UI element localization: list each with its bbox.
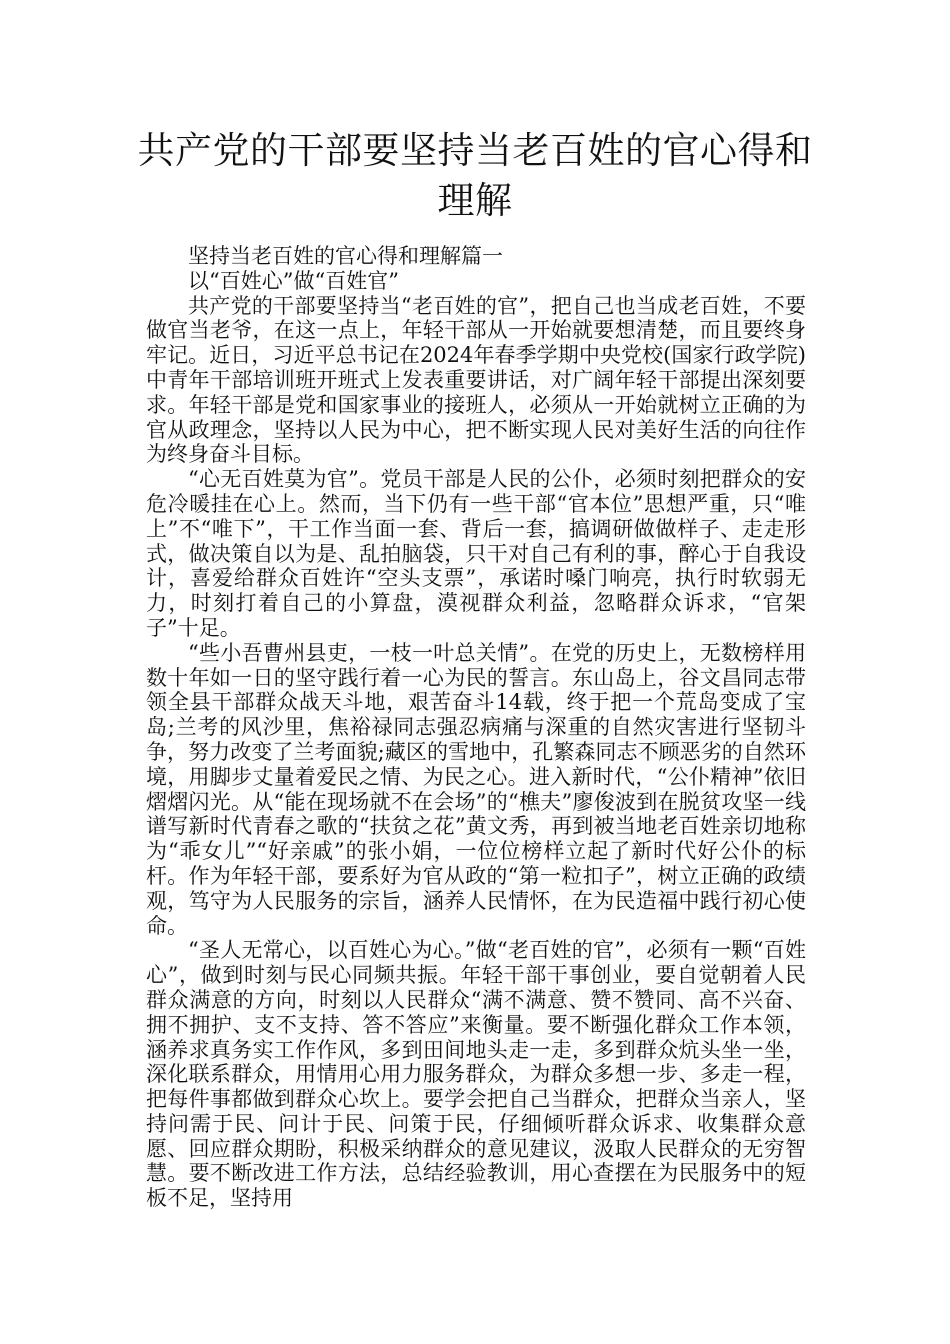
document-body: [146, 244, 806, 1211]
article-subtitle: 以“百姓心”做“百姓官”: [188, 268, 399, 293]
title-line-1: 共产党的干部要坚持当老百姓的官心得和: [137, 129, 813, 172]
title-line-2: 理解: [437, 179, 513, 222]
body-paragraph: 共产党的干部要坚持当“老百姓的官”，把自己也当成老百姓，不要做官当老爷，在这一点上，年轻干部从一开始就要想清楚，而且要终身牢记。近日，习近平总书记在2024年春季学期中央党校(国家行政学院)中青年干部培训班开班式上发表重要讲话，对广阔年轻干部提出深刻要求。年轻干部是党和国家事业的接班人，必须从一开始就树立正确的为官从政理念，坚持以人民为中心，把不断实现人民对美好生活的向往作为终身奋斗目标。: [146, 293, 806, 467]
body-paragraph: “些小吾曹州县吏，一枝一叶总关情”。在党的历史上，无数榜样用数十年如一日的坚守践行着一心为民的誓言。东山岛上，谷文昌同志带领全县干部群众战天斗地，艰苦奋斗14载，终于把一个荒岛变成了宝岛;兰考的风沙里，焦裕禄同志强忍病痛与深重的自然灾害进行坚韧斗争，努力改变了兰考面貌;藏区的雪地中，孔繁森同志不顾恶劣的自然环境，用脚步丈量着爱民之情、为民之心。进入新时代，“公仆精神”依旧熠熠闪光。从“能在现场就不在会场”的“樵夫”廖俊波到在脱贫攻坚一线谱写新时代青春之歌的“扶贫之花”黄文秀，再到被当地老百姓亲切地称为“乖女儿”“好亲戚”的张小娟，一位位榜样立起了新时代好公仆的标杆。作为年轻干部，要系好为官从政的“第一粒扣子”，树立正确的政绩观，笃守为人民服务的宗旨，涵养人民情怀，在为民造福中践行初心使命。: [146, 640, 806, 938]
body-paragraph: “心无百姓莫为官”。党员干部是人民的公仆，必须时刻把群众的安危冷暖挂在心上。然而，当下仍有一些干部“官本位”思想严重，只“唯上”不“唯下”，干工作当面一套、背后一套，搞调研做做样子、走走形式，做决策自以为是、乱拍脑袋，只干对自己有利的事，醉心于自我设计，喜爱给群众百姓许“空头支票”，承诺时嗓门响亮，执行时软弱无力，时刻打着自己的小算盘，漠视群众利益，忽略群众诉求，“官架子”十足。: [146, 467, 806, 640]
body-paragraph: “圣人无常心，以百姓心为心。”做“老百姓的官”，必须有一颗“百姓心”，做到时刻与民心同频共振。年轻干部干事创业，要自觉朝着人民群众满意的方向，时刻以人民群众“满不满意、赞不赞同、高不兴奋、拥不拥护、支不支持、答不答应”来衡量。要不断强化群众工作本领，涵养求真务实工作作风，多到田间地头走一走，多到群众炕头坐一坐，深化联系群众，用情用心用力服务群众，为群众多想一步、多走一程，把每件事都做到群众心坎上。要学会把自己当群众，把群众当亲人，坚持问需于民、问计于民、问策于民，仔细倾听群众诉求、收集群众意愿、回应群众期盼，积极采纳群众的意见建议，汲取人民群众的无穷智慧。要不断改进工作方法，总结经验教训，用心查摆在为民服务中的短板不足，坚持用: [146, 938, 806, 1211]
document-title: [130, 126, 820, 226]
section-heading: 坚持当老百姓的官心得和理解篇一: [188, 244, 503, 268]
